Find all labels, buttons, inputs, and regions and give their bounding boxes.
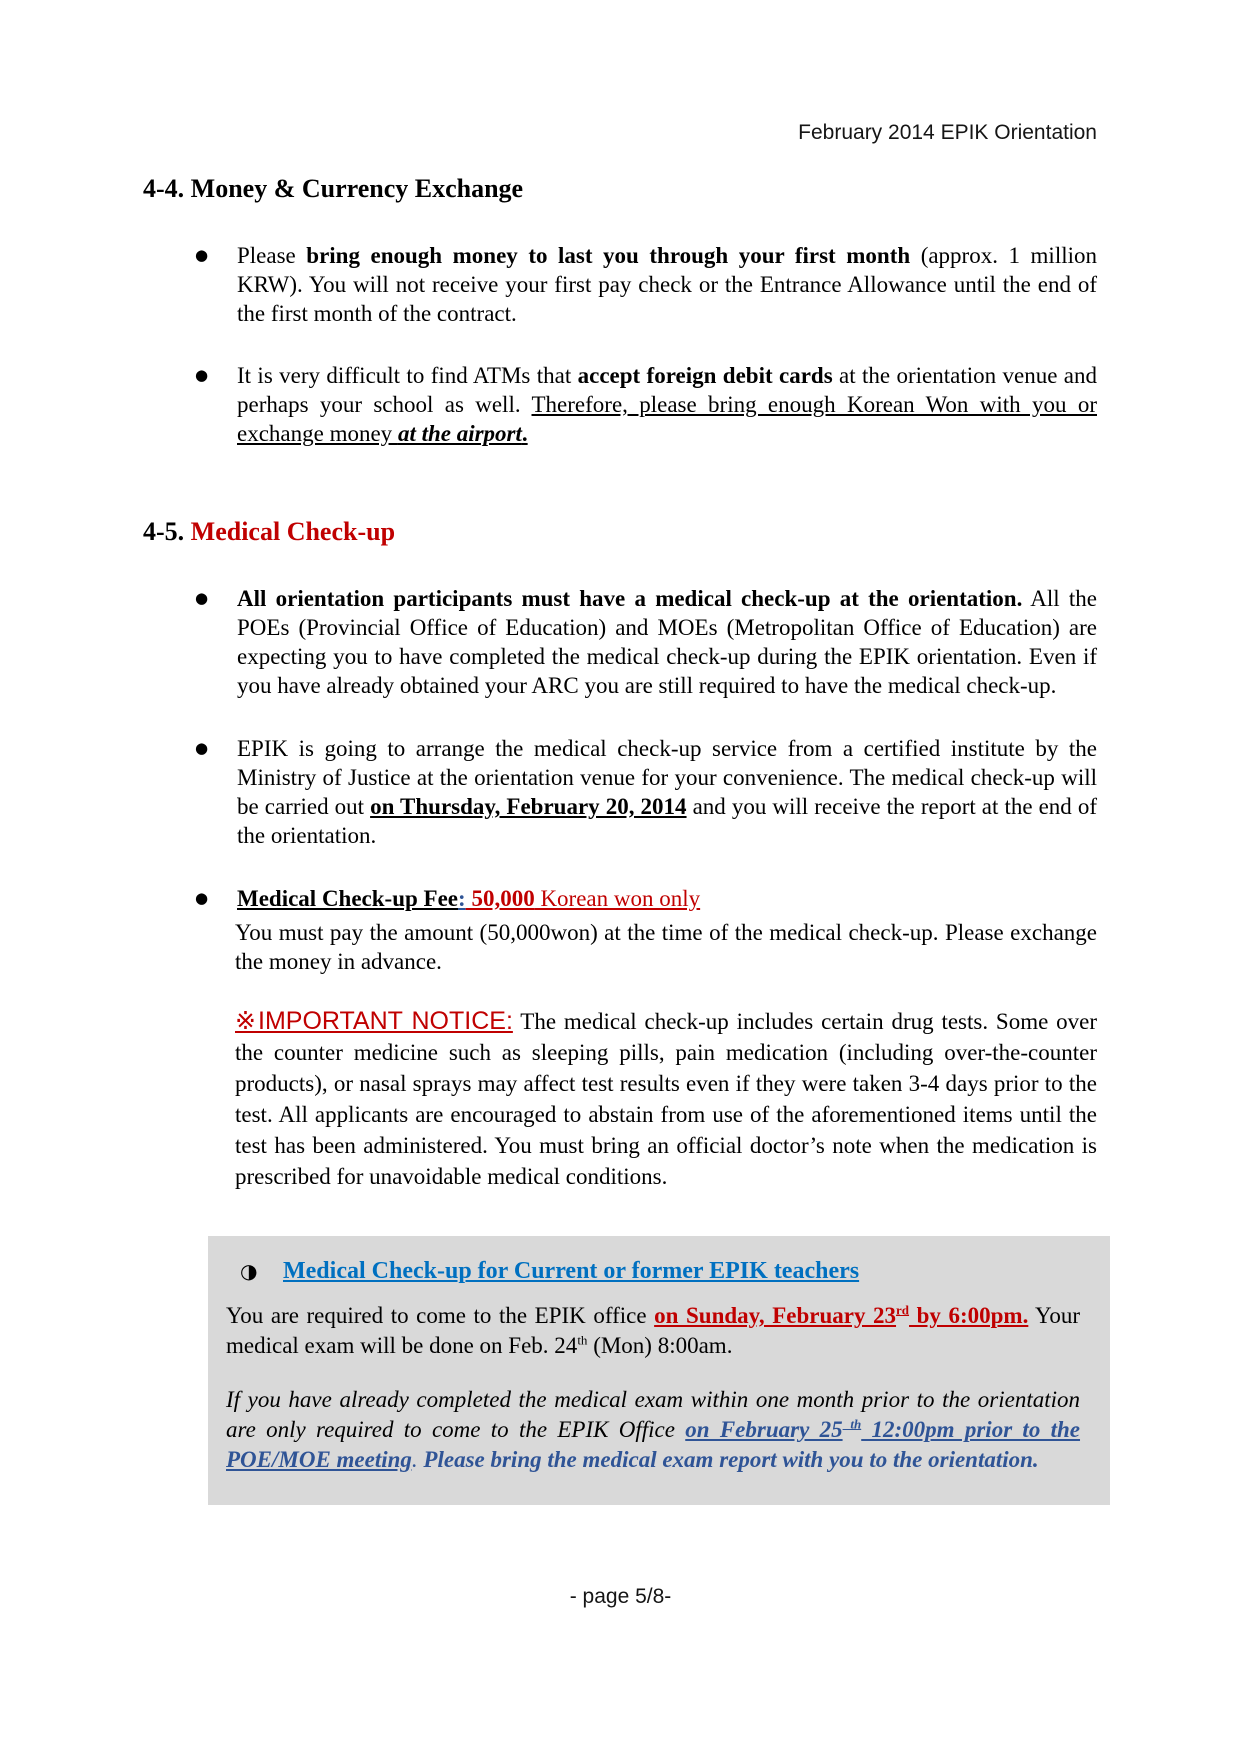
bullet-icon: ● bbox=[195, 889, 209, 907]
text-run: by 6:00pm. bbox=[909, 1303, 1029, 1328]
text-run: at the airport bbox=[397, 421, 522, 446]
paragraph-payment-note bbox=[235, 918, 1097, 976]
page-header: February 2014 EPIK Orientation bbox=[798, 121, 1097, 144]
bullet-item-fee bbox=[143, 884, 1097, 913]
bullet-item-medical-1 bbox=[143, 584, 1097, 700]
text-run: You must pay the amount (50,000won) at the time of the medical check-up. Please exchange the money in advance. bbox=[235, 920, 1097, 974]
text-run: Please bbox=[237, 243, 307, 268]
text-run: (Mon) 8:00am. bbox=[587, 1333, 733, 1358]
page-footer: - page 5/8- bbox=[569, 1585, 672, 1608]
text-run: Therefore, please bring enough Korean Won with you or exchange money bbox=[237, 392, 1097, 446]
text-run: All the POEs (Provincial Office of Education) and MOEs (Metropolitan Office of Education) are expecting you to have completed the medical check-up during the EPIK orientation. Even if you have already obtained your ARC you are still required to have the medical check-up. bbox=[237, 586, 1097, 698]
notice-box-heading bbox=[283, 1256, 859, 1286]
text-run: accept foreign debit cards bbox=[577, 363, 833, 388]
text-run: Your medical exam will be done on Feb. 24 bbox=[226, 1303, 1081, 1358]
text-run: 4-5. bbox=[143, 517, 185, 546]
notice-box bbox=[208, 1236, 1110, 1505]
section-title-money bbox=[143, 173, 1097, 205]
paragraph-money-2 bbox=[237, 361, 1097, 448]
text-run: th bbox=[842, 1416, 862, 1432]
text-run: If you have already completed the medical exam within one month prior to the orientation are only required to come to the EPIK Office bbox=[226, 1387, 1080, 1442]
section-title-medical bbox=[143, 516, 1097, 548]
text-run: EPIK is going to arrange the medical check-up service from a certified institute by the Ministry of Justice at the orientation venue for your convenience. The medical check-up will be carried out bbox=[237, 736, 1097, 819]
text-run: Medical Check-up for Current or former EPIK teachers bbox=[283, 1258, 860, 1284]
text-run: on Sunday, February 23 bbox=[654, 1303, 897, 1328]
text-run: (approx. 1 million KRW). You will not receive your first pay check or the Entrance Allowance until the end of the first month of the contract. bbox=[237, 243, 1097, 326]
bullet-item-money-2 bbox=[143, 361, 1097, 448]
half-circle-bullet-icon: ◑ bbox=[240, 1259, 258, 1283]
text-run: All orientation participants must have a medical check-up at the orientation. bbox=[237, 586, 1023, 611]
text-run: Medical Check-up bbox=[184, 517, 396, 546]
text-run: The medical check-up includes certain drug tests. Some over the counter medicine such as sleeping pills, pain medication (including over-the-counter products), or nasal sprays may affect test results even if they were taken 3-4 days prior to the test. All applicants are encouraged to abstain from use of the aforementioned items until the test has been administered. You must bring an official doctor’s note when the medication is prescribed for unavoidable medical conditions. bbox=[235, 1009, 1097, 1189]
bullet-icon: ● bbox=[195, 589, 209, 607]
text-run: ※IMPORTANT NOTICE: bbox=[235, 1007, 513, 1035]
text-run: bring enough money to last you through your first month bbox=[306, 243, 911, 268]
text-run: at the orientation venue and perhaps your school as well. bbox=[237, 363, 1097, 417]
text-run: th bbox=[577, 1332, 588, 1348]
text-run: Korean won only bbox=[534, 886, 701, 911]
notice-box-paragraph-2 bbox=[226, 1385, 1080, 1475]
paragraph-fee bbox=[237, 884, 1097, 913]
text-run: You are required to come to the EPIK office bbox=[226, 1303, 655, 1328]
notice-box-heading-row bbox=[240, 1256, 1080, 1286]
text-run: . bbox=[521, 421, 528, 446]
text-run: and you will receive the report at the end of the orientation. bbox=[237, 794, 1098, 848]
text-run: It is very difficult to find ATMs that bbox=[237, 363, 578, 388]
text-run: rd bbox=[896, 1302, 910, 1318]
bullet-icon: ● bbox=[195, 739, 209, 757]
text-run: Medical Check-up Fee bbox=[237, 886, 459, 911]
paragraph-medical-2 bbox=[237, 734, 1097, 850]
paragraph-important-notice bbox=[235, 1006, 1097, 1192]
paragraph-medical-1 bbox=[237, 584, 1097, 700]
text-run: on Thursday, February 20, 2014 bbox=[370, 794, 687, 819]
text-run: . bbox=[411, 1447, 424, 1472]
text-run: : bbox=[458, 886, 466, 911]
text-run: 12:00pm prior to the POE/MOE meeting bbox=[226, 1417, 1081, 1472]
paragraph-money-1 bbox=[237, 241, 1097, 328]
text-run: 4-4. Money & Currency Exchange bbox=[143, 174, 524, 203]
text-run: on February 25 bbox=[685, 1417, 843, 1442]
bullet-item-medical-2 bbox=[143, 734, 1097, 850]
text-run: Please bring the medical exam report with you to the orientation. bbox=[423, 1447, 1039, 1472]
bullet-icon: ● bbox=[195, 366, 209, 384]
bullet-item-money-1 bbox=[143, 241, 1097, 328]
text-run: 50,000 bbox=[465, 886, 535, 911]
bullet-icon: ● bbox=[195, 246, 209, 264]
notice-box-paragraph-1 bbox=[226, 1301, 1080, 1361]
